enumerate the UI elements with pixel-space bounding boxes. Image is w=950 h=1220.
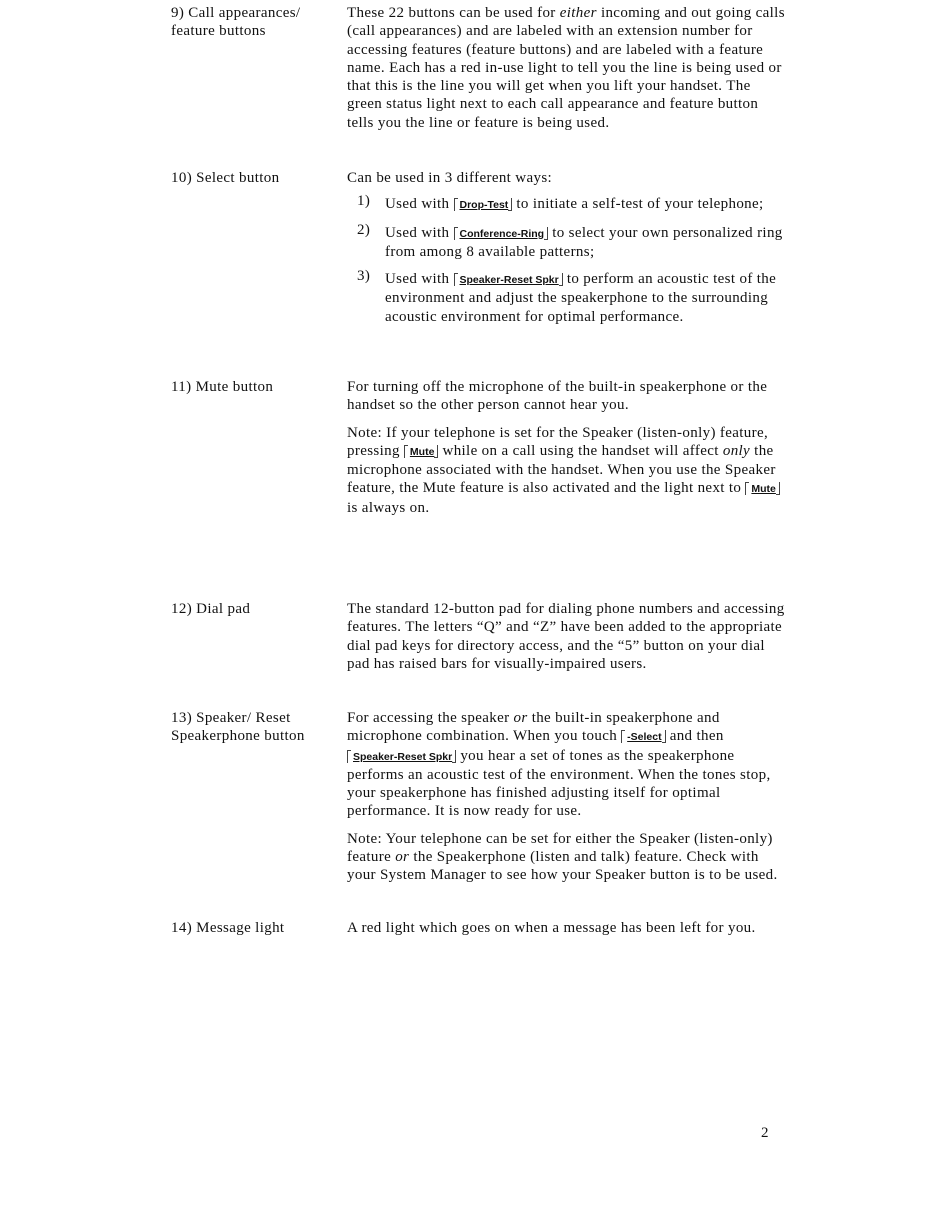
desc-mute-button: For turning off the microphone of the built-in speakerphone or the handset so the other person cannot hear you. Note: If your telephone is set for the Speaker (listen-only) feature, pressing Mute while on a call using the handset will affect only the microphone associated with the handset. When you use the Speaker feature, the Mute feature is also activated and the light next to Mute is always on.: [347, 378, 787, 517]
term-message-light: 14) Message light: [171, 920, 285, 936]
desc-speaker-button: For accessing the speaker or the built-in speakerphone and microphone combination. When you touch -Select and then Speaker-Reset Spkr you hear a set of tones as the speakerphone performs an acoustic test of the environment. When the tones stop, your speakerphone has finished adjusting itself for optimal performance. It is now ready for use. Note: Your telephone can be set for either the Speaker (listen-only) feature or the Speakerphone (listen and talk) feature. Check with your System Manager to see how your Speaker button is to be used.: [347, 709, 787, 885]
key-mute: Mute: [745, 480, 780, 498]
term-call-appearances: 9) Call appearances/ feature buttons: [171, 5, 301, 40]
term-dial-pad: 12) Dial pad: [171, 601, 251, 617]
key-speaker-reset: Speaker-Reset Spkr: [454, 271, 563, 289]
term-mute-button: 11) Mute button: [171, 379, 274, 395]
desc-select-button: [347, 169, 787, 335]
mute-note: Note: If your telephone is set for the Speaker (listen-only) feature, pressing Mute while on a call using the handset will affect only the microphone associated with the handset. When you use the Speaker feature, the Mute feature is also activated and the light next to Mute is always on.: [347, 424, 787, 517]
select-intro: Can be used in 3 different ways:: [347, 170, 553, 186]
key-conference-ring: Conference-Ring: [454, 225, 549, 243]
key-drop-test: Drop-Test: [454, 196, 513, 214]
select-step: 1) Used with Drop-Test to initiate a self-test of your telephone;: [347, 195, 787, 214]
desc-call-appearances: These 22 buttons can be used for either incoming and out going calls (call appearances) and are labeled with an extension number for accessing features (feature buttons) and are labeled with a feature name. Each has a red in-use light to tell you the line is being used or that this is the line you will get when you lift your handset. The green status light next to each call appearance and feature button tells you the line or feature is being used.: [347, 5, 785, 131]
desc-message-light: A red light which goes on when a message has been left for you.: [347, 920, 756, 936]
select-step: 2) Used with Conference-Ring to select your own personalized ring from among 8 available patterns;: [357, 221, 783, 260]
page-number: 2: [761, 1125, 769, 1141]
speaker-note: Note: Your telephone can be set for either the Speaker (listen-only) feature or the Speakerphone (listen and talk) feature. Check with your System Manager to see how your Speaker button is to be used.: [347, 830, 778, 884]
key-speaker-reset: Speaker-Reset Spkr: [347, 748, 456, 766]
key-select: -Select: [621, 728, 665, 746]
desc-dial-pad: The standard 12-button pad for dialing phone numbers and accessing features. The letters “Q” and “Z” have been added to the appropriate dial pad keys for directory access, and the “5” button on your dial pad has raised bars for visually-impaired users.: [347, 601, 785, 672]
key-mute: Mute: [404, 443, 439, 461]
select-steps: [347, 195, 787, 326]
term-speaker-button: 13) Speaker/ Reset Speakerphone button: [171, 710, 305, 745]
select-step: 3) Used with Speaker-Reset Spkr to perform an acoustic test of the environment and adjust the speakerphone to the surrounding acoustic environment for optimal performance.: [357, 268, 777, 325]
term-select-button: 10) Select button: [171, 170, 280, 186]
